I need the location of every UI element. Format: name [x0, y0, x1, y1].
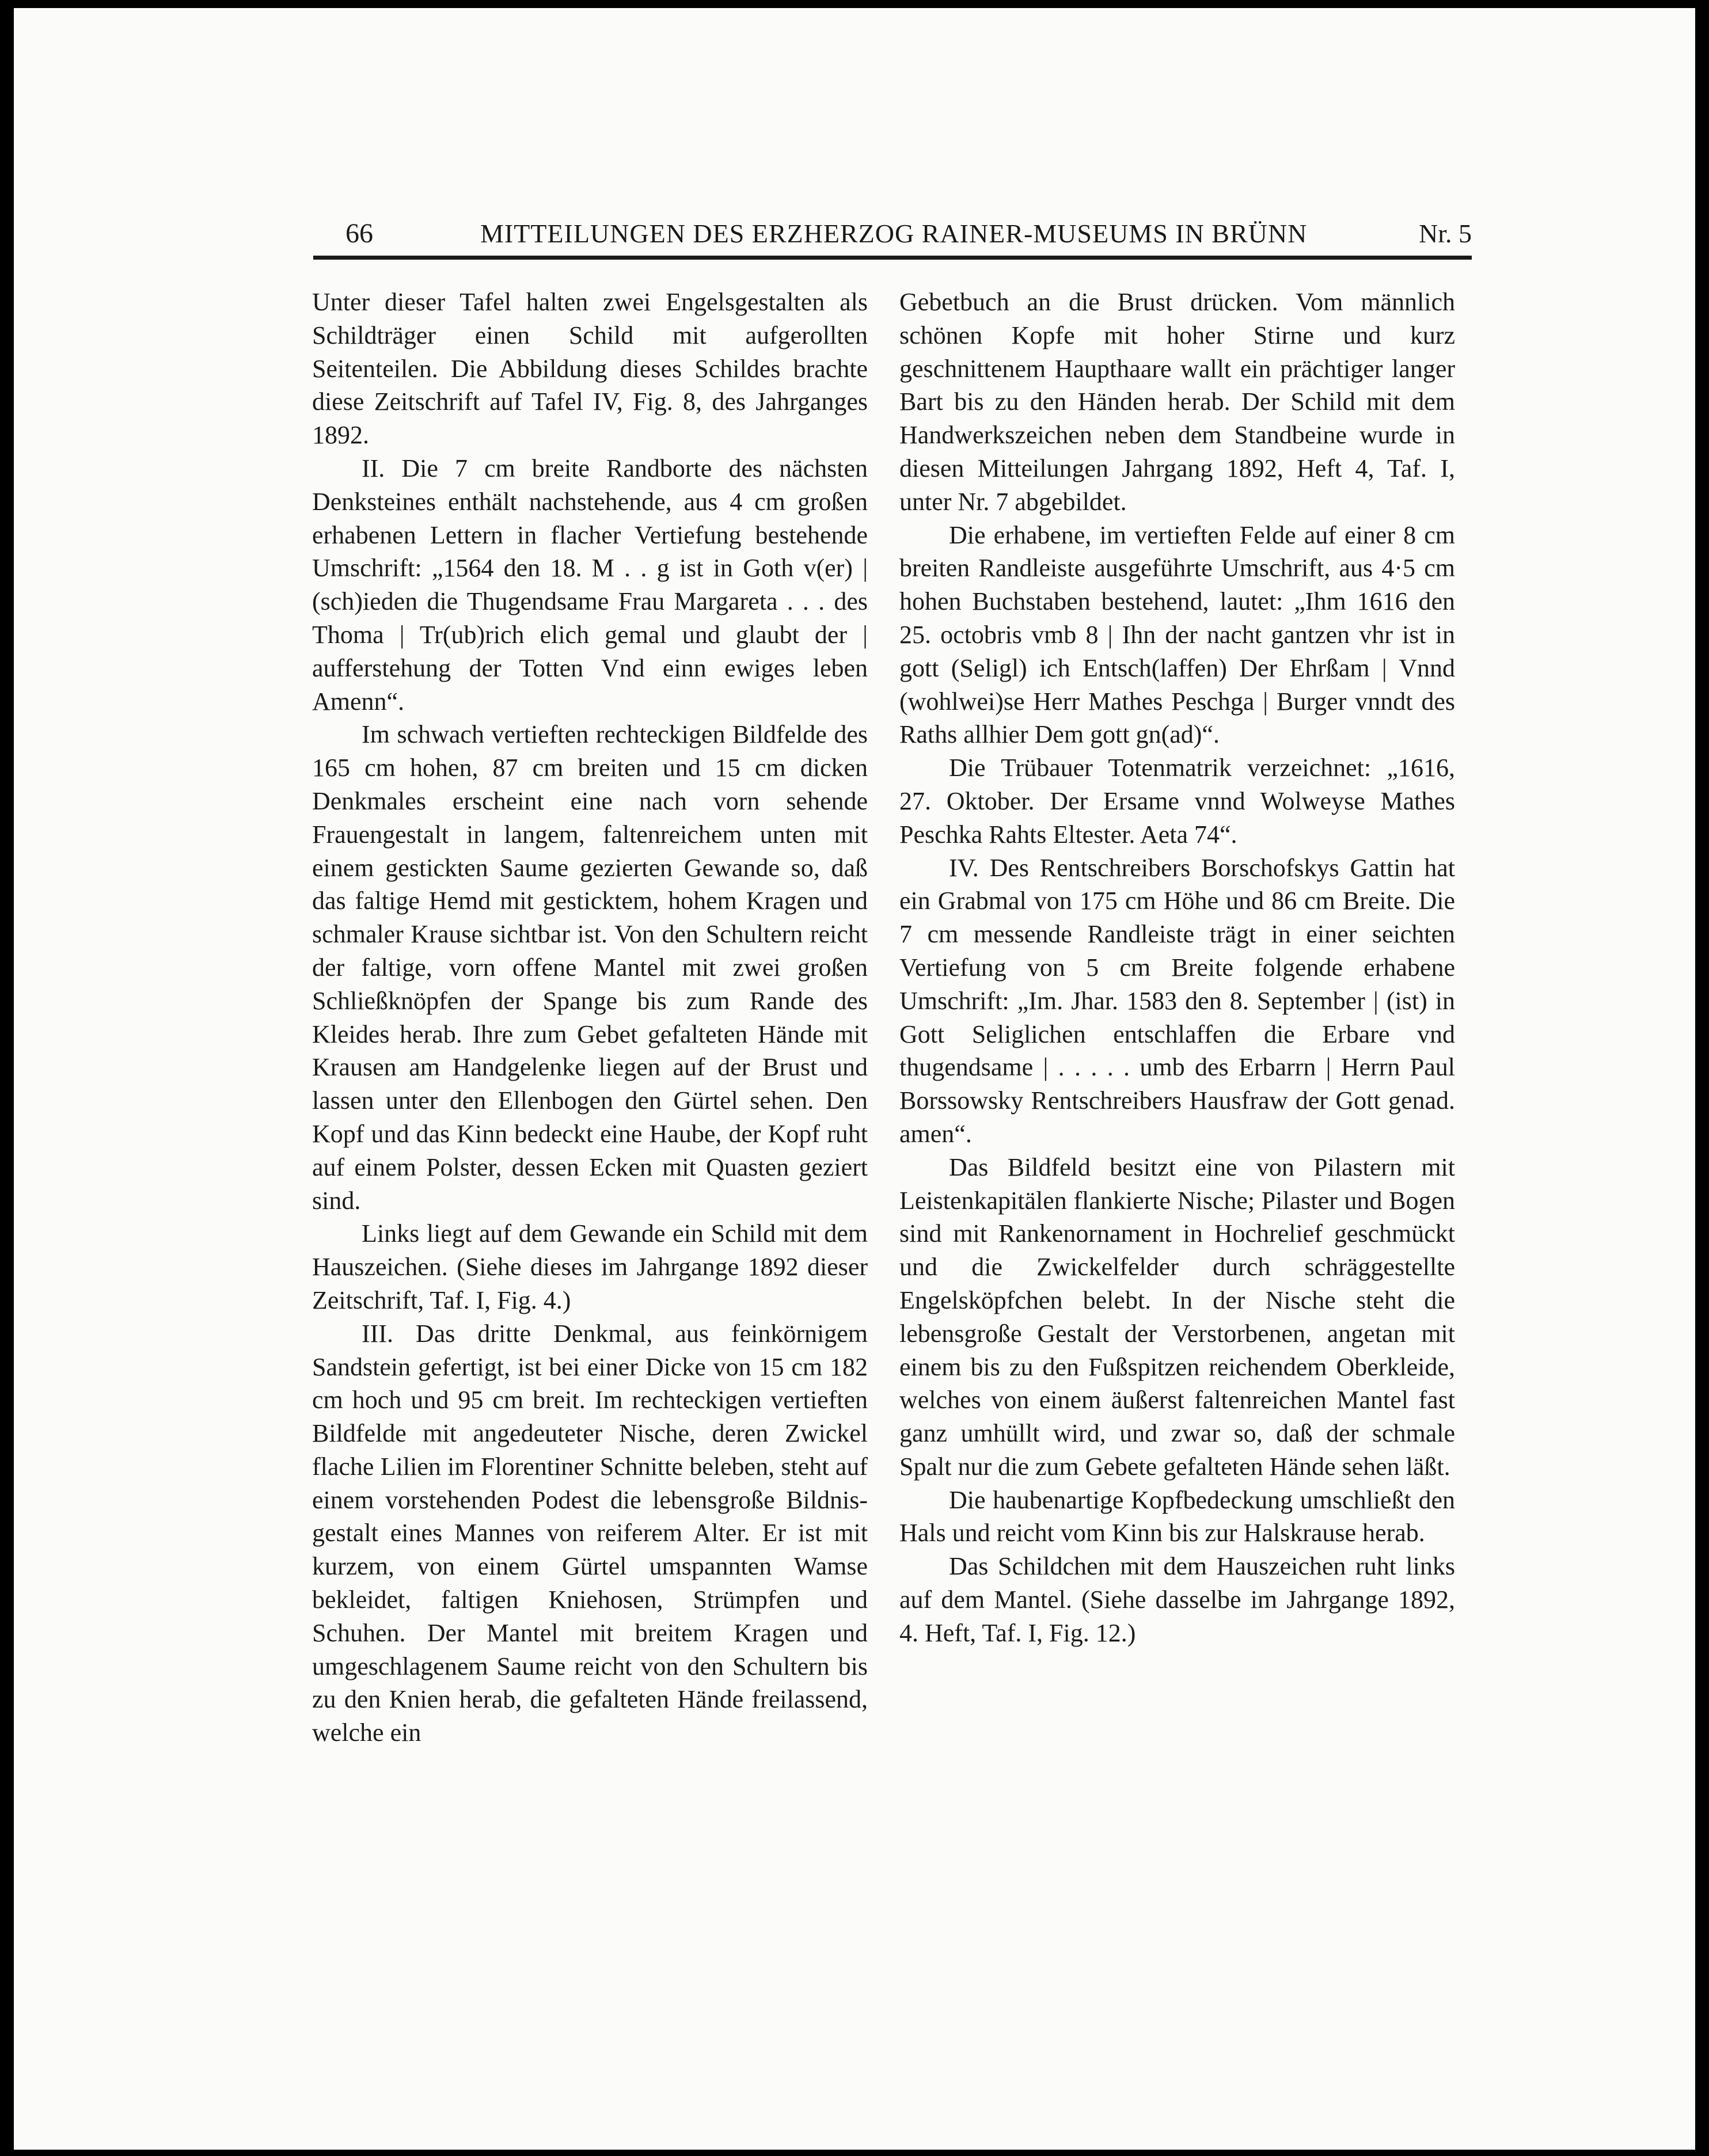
left-column — [312, 286, 868, 1750]
scanned-page — [14, 8, 1695, 2150]
page-number: 66 — [345, 218, 373, 249]
paragraph: Die erhabene, im vertieften Felde auf einer 8 cm breiten Randleiste ausgeführte Umschrift, aus 4·5 cm hohen Buchstaben bestehend, lautet: „Ihm 1616 den 25. octobris vmb 8 | Ihn der nacht gantzen vhr ist in gott (Seligl) ich Entsch(laffen) Der Ehrßam | Vnnd (wohlwei)se Herr Mathes Peschga | Burger vnndt des Raths allhier Dem gott gn(ad)“. — [899, 520, 1455, 749]
issue-number: Nr. 5 — [1419, 219, 1472, 248]
paragraph: III. Das dritte Denkmal, aus feinkörnigem Sandstein gefertigt, ist bei einer Dicke von 15 cm 182 cm hoch und 95 cm breit. Im rechteckigen vertieften Bildfelde mit angedeuteter Nische, deren Zwickel flache Lilien im Florentiner Schnitte beleben, steht auf einem vorstehenden Podest die lebensgroße Bildnisgestalt eines Mannes von reiferem Alter. Er ist mit kurzem, von einem Gürtel umspannten Wamse bekleidet, faltigen Kniehosen, Strümpfen und Schuhen. Der Mantel mit breitem Kragen und umgeschlagenem Saume reicht von den Schultern bis zu den Knien herab, die gefalteten Hände freilassend, welche ein — [312, 1319, 868, 1747]
paragraph: IV. Des Rentschreibers Borschofskys Gattin hat ein Grabmal von 175 cm Höhe und 86 cm Breite. Die 7 cm messende Randleiste trägt in einer seichten Vertiefung von 5 cm Breite folgende erhabene Umschrift: „Im. Jhar. 1583 den 8. September | (ist) in Gott Seliglichen entschlaffen die Erbare vnd thugendsame | . . . . . umb des Erbarrn | Herrn Paul Borssowsky Rentschreibers Hausfraw der Gott genad. amen“. — [899, 853, 1455, 1148]
journal-title: MITTEILUNGEN DES ERZHERZOG RAINER-MUSEUMS IN BRÜNN — [480, 219, 1308, 248]
paragraph: Unter dieser Tafel halten zwei Engelsgestalten als Schildträger einen Schild mit aufgerollten Seitenteilen. Die Abbildung dieses Schildes brachte diese Zeitschrift auf Tafel IV, Fig. 8, des Jahrganges 1892. — [312, 288, 868, 450]
paragraph: Das Bildfeld besitzt eine von Pilastern mit Leistenkapitälen flankierte Nische; Pilaster und Bogen sind mit Rankenornament in Hochrelief geschmückt und die Zwickelfelder durch schräggestellte Engelsköpfchen belebt. In der Nische steht die lebensgroße Gestalt der Verstorbenen, angetan mit einem bis zu den Fußspitzen reichendem Oberkleide, welches von einem äußerst faltenreichen Mantel fast ganz umhüllt wird, und zwar so, daß der schmale Spalt nur die zum Gebete gefalteten Hände sehen läßt. — [899, 1153, 1455, 1481]
paragraph: Die haubenartige Kopfbedeckung umschließt den Hals und reicht vom Kinn bis zur Halskrause herab. — [899, 1485, 1455, 1547]
running-header — [313, 214, 1472, 260]
paragraph: II. Die 7 cm breite Randborte des nächsten Denksteines enthält nachstehende, aus 4 cm großen erhabenen Lettern in flacher Vertiefung bestehende Umschrift: „1564 den 18. M . . g ist in Goth v(er) | (sch)ieden die Thugendsame Frau Margareta . . . des Thoma | Tr(ub)rich elich gemal und glaubt der | aufferstehung der Totten Vnd einn ewiges leben Amenn“. — [312, 454, 868, 716]
paragraph: Das Schildchen mit dem Hauszeichen ruht links auf dem Mantel. (Siehe dasselbe im Jahrgange 1892, 4. Heft, Taf. I, Fig. 12.) — [899, 1552, 1455, 1647]
paragraph: Links liegt auf dem Gewande ein Schild mit dem Hauszeichen. (Siehe dieses im Jahrgange 1892 dieser Zeitschrift, Taf. I, Fig. 4.) — [312, 1219, 868, 1314]
paragraph: Die Trübauer Totenmatrik verzeichnet: „1616, 27. Oktober. Der Ersame vnnd Wolweyse Mathes Peschka Rahts Eltester. Aeta 74“. — [899, 754, 1455, 849]
paragraph: Gebetbuch an die Brust drücken. Vom männlich schönen Kopfe mit hoher Stirne und kurz geschnittenem Haupthaare wallt ein prächtiger langer Bart bis zu den Händen herab. Der Schild mit dem Handwerkszeichen neben dem Standbeine wurde in diesen Mitteilungen Jahrgang 1892, Heft 4, Taf. I, unter Nr. 7 abgebildet. — [899, 288, 1455, 516]
paragraph: Im schwach vertieften rechteckigen Bildfelde des 165 cm hohen, 87 cm breiten und 15 cm dicken Denkmales erscheint eine nach vorn sehende Frauengestalt in langem, faltenreichem unten mit einem gestickten Saume gezierten Gewande so, daß das faltige Hemd mit gesticktem, hohem Kragen und schmaler Krause sichtbar ist. Von den Schultern reicht der faltige, vorn offene Mantel mit zwei großen Schließknöpfen der Spange bis zum Rande des Kleides herab. Ihre zum Gebet gefalteten Hände mit Krausen am Handgelenke liegen auf der Brust und lassen unter den Ellenbogen den Gürtel sehen. Den Kopf und das Kinn bedeckt eine Haube, der Kopf ruht auf einem Polster, dessen Ecken mit Quasten geziert sind. — [312, 720, 868, 1215]
right-column — [899, 286, 1455, 1650]
